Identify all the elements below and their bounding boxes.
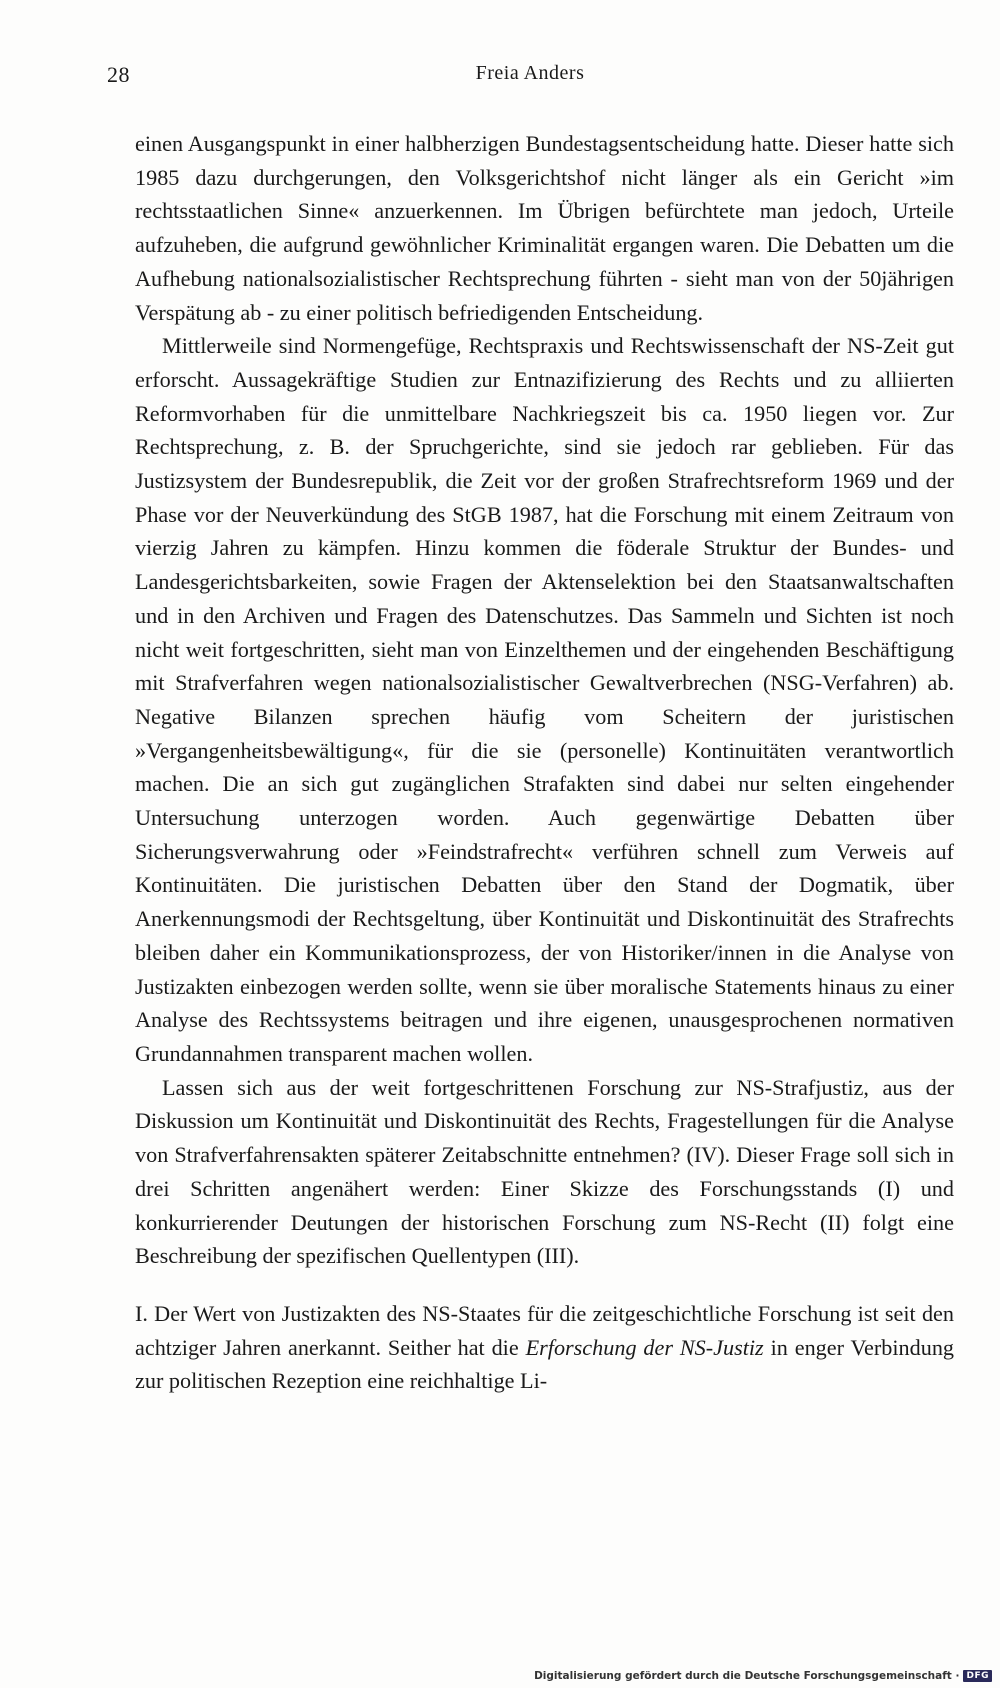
page-number: 28 [107, 62, 130, 87]
section-one-paragraph [135, 1297, 954, 1398]
dfg-logo: DFG [963, 1670, 992, 1682]
running-head-author: Freia Anders [475, 62, 585, 84]
section-one-emphasis: Erforschung der NS-Justiz [525, 1334, 764, 1360]
section-one-lead: I. Der Wert von Justizakten des NS-Staates für die zeitgeschichtliche Forschung ist seit den achtziger Jahren anerkannt. Seither hat die [135, 1300, 954, 1360]
body-text [135, 127, 954, 1398]
paragraph-continuation: einen Ausgangspunkt in einer halbherzigen Bundestagsentscheidung hatte. Dieser hatte sich 1985 dazu durchgerungen, den Volksgerichtshof nicht länger als ein Gericht »im rechtsstaatlichen Sinne« anzuerkennen. Im Übrigen befürchtete man jedoch, Urteile aufzuheben, die aufgrund gewöhnlicher Kriminalität ergangen waren. Die Debatten um die Aufhebung nationalsozialistischer Rechtsprechung führten - sieht man von der 50jährigen Verspätung ab - zu einer politisch befriedigenden Entscheidung. [135, 131, 954, 325]
digitization-footer [534, 1670, 992, 1682]
paragraph-research-state: Mittlerweile sind Normengefüge, Rechtspraxis und Rechtswissenschaft der NS-Zeit gut erforscht. Aussagekräftige Studien zur Entnazifizierung des Rechts und zu alliierten Reformvorhaben für die unmittelbare Nachkriegszeit bis ca. 1950 liegen vor. Zur Rechtsprechung, z. B. der Spruchgerichte, sind sie jedoch rar geblieben. Für das Justizsystem der Bundesrepublik, die Zeit vor der großen Strafrechtsreform 1969 und der Phase vor der Neuverkündung des StGB 1987, hat die Forschung mit einem Zeitraum von vierzig Jahren zu kämpfen. Hinzu kommen die föderale Struktur der Bundes- und Landesgerichtsbarkeiten, sowie Fragen der Aktenselektion bei den Staatsanwaltschaften und in den Archiven und Fragen des Datenschutzes. Das Sammeln und Sichten ist noch nicht weit fortgeschritten, sieht man von Einzelthemen und der eingehenden Beschäftigung mit Strafverfahren wegen nationalsozialistischer Gewaltverbrechen (NSG-Verfahren) ab. Negative Bilanzen sprechen häufig vom Scheitern der juristischen »Vergangenheitsbewältigung«, für die sie (personelle) Kontinuitäten verantwortlich machen. Die an sich gut zugänglichen Strafakten sind dabei nur selten eingehender Untersuchung unterzogen worden. Auch gegenwärtige Debatten über Sicherungsverwahrung oder »Feindstrafrecht« verführen schnell zum Verweis auf Kontinuitäten. Die juristischen Debatten über den Stand der Dogmatik, über Anerkennungsmodi der Rechtsgeltung, über Kontinuität und Diskontinuität des Strafrechts bleiben daher ein Kommunikationsprozess, der von Historiker/innen in die Analyse von Justizakten einbezogen werden sollte, wenn sie über moralische Statements hinaus zu einer Analyse des Rechtssystems beitragen und ihre eigenen, unausgesprochenen normativen Grundannahmen transparent machen wollen. [135, 333, 954, 1066]
digitization-credit: Digitalisierung gefördert durch die Deutsche Forschungsgemeinschaft · [534, 1670, 960, 1682]
page-header [107, 62, 953, 92]
paragraph-questions: Lassen sich aus der weit fortgeschrittenen Forschung zur NS-Strafjustiz, aus der Diskussion um Kontinuität und Diskontinuität des Rechts, Fragestellungen für die Analyse von Strafverfahrensakten späterer Zeitabschnitte entnehmen? (IV). Dieser Frage soll sich in drei Schritten angenähert werden: Einer Skizze des Forschungsstands (I) und konkurrierender Deutungen der historischen Forschung zum NS-Recht (II) folgt eine Beschreibung der spezifischen Quellentypen (III). [135, 1074, 954, 1269]
section-one-tail: in enger Verbindung zur politischen Rezeption eine reichhaltige Li- [135, 1334, 955, 1394]
